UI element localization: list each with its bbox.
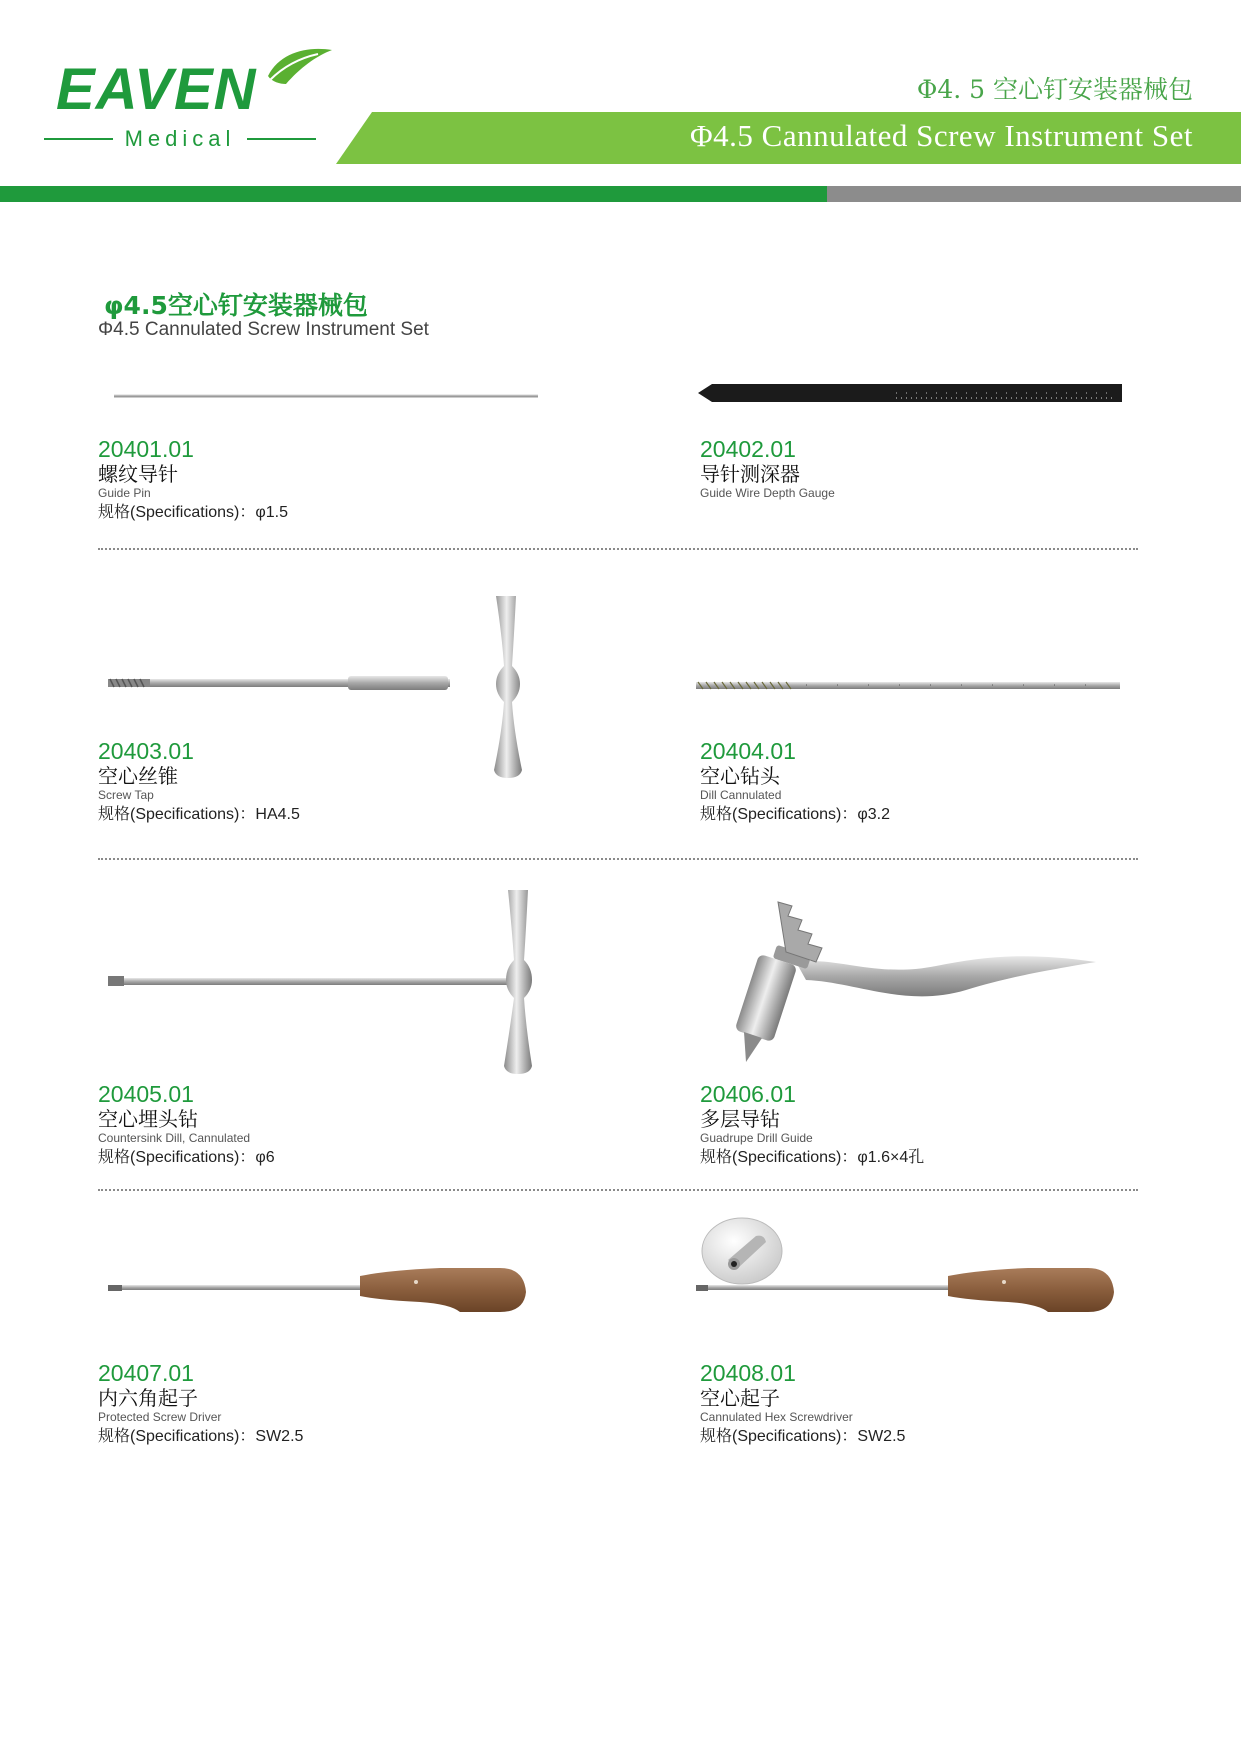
brand-subtitle-rule-left <box>44 138 113 140</box>
item-name-cn: 螺纹导针 <box>98 462 178 486</box>
spec-label: 规格(Specifications)： <box>98 806 256 823</box>
item-name-en: Countersink Dill, Cannulated <box>98 1131 251 1145</box>
item-code: 20401.01 <box>98 436 194 462</box>
item-name-en: Cannulated Hex Screwdriver <box>700 1410 853 1424</box>
drill-guide-icon <box>716 900 1116 1070</box>
spec-label: 规格(Specifications)： <box>700 1428 858 1445</box>
item-name-cn: 空心钻头 <box>700 764 780 788</box>
item-name-en: Dill Cannulated <box>700 788 782 802</box>
item-code: 20404.01 <box>700 738 796 764</box>
spec-label: 规格(Specifications)： <box>700 806 858 823</box>
item-code: 20405.01 <box>98 1081 194 1107</box>
spec-value: HA4.5 <box>255 806 300 823</box>
item-20407 <box>98 1360 518 1448</box>
spec-value: φ6 <box>255 1149 275 1166</box>
item-20403 <box>98 738 518 826</box>
spec-label: 规格(Specifications)： <box>98 1149 256 1166</box>
countersink-icon <box>108 888 538 1078</box>
item-spec <box>98 1147 518 1169</box>
item-spec <box>700 1147 1120 1169</box>
spec-value: φ3.2 <box>857 806 891 823</box>
brand-subtitle-rule-right <box>247 138 316 140</box>
row-divider <box>98 1189 1138 1191</box>
depth-gauge-icon <box>696 378 1126 408</box>
item-20408 <box>700 1360 1120 1448</box>
item-name-cn: 空心起子 <box>700 1386 780 1410</box>
brand-subtitle-text: Medical <box>124 126 236 151</box>
item-spec <box>700 1426 1120 1448</box>
section-title-cn: φ4.5空心钉安装器械包 <box>104 291 368 320</box>
item-spec <box>98 502 518 524</box>
header-divider-grey <box>827 186 1241 202</box>
item-20405 <box>98 1081 518 1169</box>
item-name-cn: 导针测深器 <box>700 462 800 486</box>
spec-label: 规格(Specifications)： <box>700 1149 858 1166</box>
item-20406 <box>700 1081 1120 1169</box>
item-code: 20403.01 <box>98 738 194 764</box>
item-name-en: Screw Tap <box>98 788 154 802</box>
item-code: 20408.01 <box>700 1360 796 1386</box>
item-code: 20402.01 <box>700 436 796 462</box>
item-20402 <box>700 436 1120 500</box>
item-name-en: Protected Screw Driver <box>98 1410 222 1424</box>
row-divider <box>98 858 1138 860</box>
brand-subtitle <box>44 126 316 152</box>
item-spec <box>700 804 1120 826</box>
spec-value: SW2.5 <box>255 1428 304 1445</box>
item-name-en: Guide Pin <box>98 486 151 500</box>
brand-logo: EAVEN <box>56 57 257 122</box>
item-20404 <box>700 738 1120 826</box>
drill-bit-icon <box>696 678 1126 694</box>
spec-value: φ1.6×4孔 <box>857 1149 925 1166</box>
guide-pin-icon <box>110 388 540 404</box>
spec-value: SW2.5 <box>857 1428 906 1445</box>
item-name-en: Guadrupe Drill Guide <box>700 1131 813 1145</box>
item-code: 20407.01 <box>98 1360 194 1386</box>
item-name-cn: 空心埋头钻 <box>98 1107 198 1131</box>
spec-label: 规格(Specifications)： <box>98 1428 256 1445</box>
header-title-cn: Φ4. 5 空心钉安装器械包 <box>916 75 1193 104</box>
header-divider-green <box>0 186 827 202</box>
item-20401 <box>98 436 518 524</box>
hex-screwdriver-icon <box>696 1262 1126 1312</box>
spec-value: φ1.5 <box>255 504 289 521</box>
screwdriver-icon <box>108 1262 538 1312</box>
item-code: 20406.01 <box>700 1081 796 1107</box>
item-name-en: Guide Wire Depth Gauge <box>700 486 835 500</box>
item-name-cn: 空心丝锥 <box>98 764 178 788</box>
header-title-en: Φ4.5 Cannulated Screw Instrument Set <box>690 118 1193 153</box>
item-name-cn: 内六角起子 <box>98 1386 198 1410</box>
item-name-cn: 多层导钻 <box>700 1107 780 1131</box>
item-spec <box>98 804 518 826</box>
item-spec <box>98 1426 518 1448</box>
row-divider <box>98 548 1138 550</box>
section-title-en: Φ4.5 Cannulated Screw Instrument Set <box>98 319 429 340</box>
spec-label: 规格(Specifications)： <box>98 504 256 521</box>
